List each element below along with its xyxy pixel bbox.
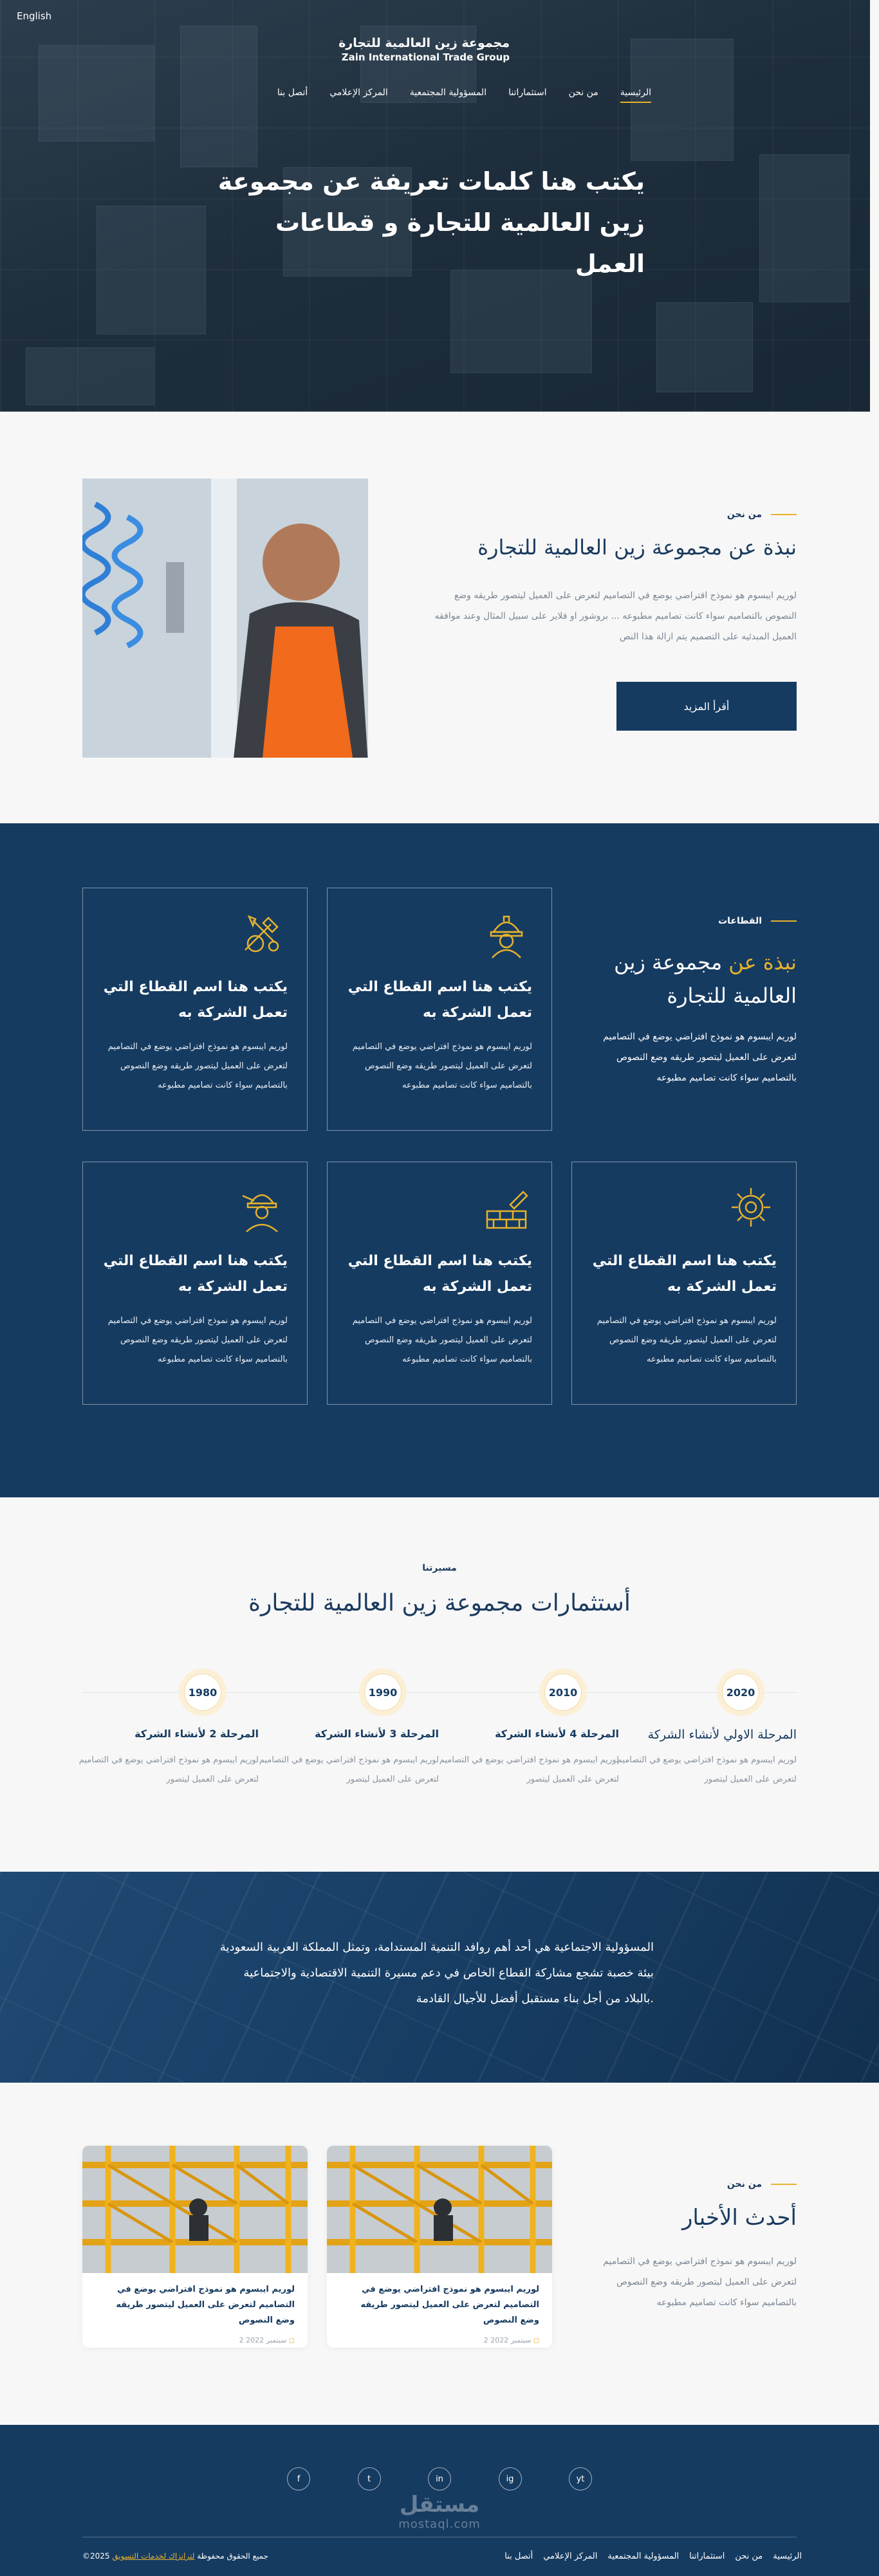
timeline-item-text: لوريم ايبسوم هو نموذج افتراضي يوضع في التصاميم لتعرض على العميل ليتصور [259,1755,439,1784]
about-title: نبذة عن مجموعة زين العالمية للتجارة [477,535,797,560]
copyright [82,2552,268,2561]
sectors-section [0,823,879,1497]
sector-card-text: لوريم ايبسوم هو نموذج افتراضي يوضع في التصاميم لتعرض على العميل ليتصور طريقه وضع النصوص بالتصاميم سواء كانت تصاميم مطبوعه [352,1042,532,1090]
nav-item-media[interactable]: المركز الإعلامي [329,87,388,98]
footer-nav-media[interactable]: المركز الإعلامي [543,2552,598,2561]
sector-card-title: يكتب هنا اسم القطاع التي تعمل الشركة به [103,1253,288,1295]
sector-card-text: لوريم ايبسوم هو نموذج افتراضي يوضع في التصاميم لتعرض على العميل ليتصور طريقه وضع النصوص بالتصاميم سواء كانت تصاميم مطبوعه [597,1316,777,1364]
news-card-title: لوريم ايبسوم هو نموذج افتراضي يوضع في التصاميم لتعرض على العميل ليتصور طريقه وضع النصوص [360,2285,539,2325]
sectors-intro: لوريم ايبسوم هو نموذج افتراضي يوضع في التصاميم لتعرض على العميل ليتصور طريقه وضع النصوص بالتصاميم سواء كانت تصاميم مطبوعه [603,1032,797,1083]
timeline-item-text: لوريم ايبسوم هو نموذج افتراضي يوضع في التصاميم لتعرض على العميل ليتصور [79,1755,259,1784]
footer-nav-home[interactable]: الرئيسية [773,2552,802,2561]
hero-section [0,0,870,412]
footer-nav-about[interactable]: من نحن [735,2552,763,2561]
sectors-eyebrow-label: القطاعات [718,916,762,926]
timeline-eyebrow: مسيرتنا [422,1563,457,1573]
timeline-section [0,1497,879,1872]
news-intro: لوريم ايبسوم هو نموذج افتراضي يوضع في التصاميم لتعرض على العميل ليتصور طريقه وضع النصوص بالتصاميم سواء كانت تصاميم مطبوعه [603,2256,797,2308]
twitter-icon[interactable]: t [358,2467,381,2490]
about-eyebrow [727,509,797,520]
timeline-year: 1990 [359,1668,407,1716]
footer [0,2425,879,2576]
sector-card-title: يكتب هنا اسم القطاع التي تعمل الشركة به [347,979,532,1021]
copyright-brand-link[interactable]: لترانزاك لخدمات التسويق [112,2552,195,2561]
sector-card[interactable] [571,1162,797,1405]
calendar-icon: ◻ [288,2336,295,2344]
about-eyebrow-label: من نحن [726,509,762,520]
news-card-date-text: 2 سبتمبر 2022 [239,2336,287,2344]
news-eyebrow-label: من نحن [726,2179,762,2189]
footer-nav-contact[interactable]: أتصل بنا [504,2552,533,2561]
watermark-en: mostaql.com [398,2517,481,2531]
worker-icon [347,908,532,959]
watermark-ar: مستقل [399,2492,480,2517]
instagram-icon[interactable]: ig [499,2467,522,2490]
csr-banner [0,1872,879,2083]
copyright-year: 2025© [82,2552,110,2561]
news-card-date [82,2328,308,2344]
nav-item-about[interactable]: من نحن [568,87,598,98]
timeline-item-text: لوريم ايبسوم هو نموذج افتراضي يوضع في التصاميم لتعرض على العميل ليتصور [616,1755,797,1784]
sector-card[interactable] [327,888,552,1131]
hero-title: يكتب هنا كلمات تعريفة عن مجموعة زين العالمية للتجارة و قطاعات العمل [217,167,645,278]
sector-card-text: لوريم ايبسوم هو نموذج افتراضي يوضع في التصاميم لتعرض على العميل ليتصور طريقه وضع النصوص بالتصاميم سواء كانت تصاميم مطبوعه [107,1316,288,1364]
engineer-icon [102,1182,288,1233]
timeline-item-title: المرحلة 4 لأنشاء الشركة [495,1728,619,1740]
sector-card-title: يكتب هنا اسم القطاع التي تعمل الشركة به [103,979,288,1021]
sector-card-text: لوريم ايبسوم هو نموذج افتراضي يوضع في التصاميم لتعرض على العميل ليتصور طريقه وضع النصوص بالتصاميم سواء كانت تصاميم مطبوعه [352,1316,532,1364]
nav-item-csr[interactable]: المسؤولية المجتمعية [409,87,487,98]
about-body: لوريم ايبسوم هو نموذج افتراضي يوضع في التصاميم لتعرض على العميل ليتصور طريقه وضع النصوص بالتصاميم سواء كانت تصاميم مطبوعه ... بروشور او فلاير على سبيل المثال وعند موافقه العميل المبدئيه على التصميم يتم ازالة هذا النص [434,590,797,642]
footer-nav-investments[interactable]: استثماراتنا [689,2552,725,2561]
sectors-eyebrow [718,916,797,926]
timeline-year: 1980 [179,1668,227,1716]
news-card[interactable] [327,2146,552,2348]
sectors-title [584,945,797,1012]
nav-item-investments[interactable]: استثماراتنا [508,87,547,98]
nav-item-home[interactable]: الرئيسية [620,87,651,103]
news-section [0,2083,879,2425]
timeline-item-text: لوريم ايبسوم هو نموذج افتراضي يوضع في التصاميم لتعرض على العميل ليتصور [439,1755,619,1784]
news-card[interactable] [82,2146,308,2348]
news-title: أحدث الأخبار [681,2205,797,2231]
news-card-image [327,2146,552,2273]
timeline-title: أستثمارات مجموعة زين العالمية للتجارة [248,1590,631,1616]
main-nav [277,87,651,103]
brand-name-en: Zain International Trade Group [341,51,510,63]
social-links [287,2467,592,2490]
sector-card-title: يكتب هنا اسم القطاع التي تعمل الشركة به [347,1253,532,1295]
sector-card-text: لوريم ايبسوم هو نموذج افتراضي يوضع في التصاميم لتعرض على العميل ليتصور طريقه وضع النصوص بالتصاميم سواء كانت تصاميم مطبوعه [107,1042,288,1090]
news-card-date-text: 2 سبتمبر 2022 [483,2336,532,2344]
watermark [0,2492,879,2531]
timeline-item-title: المرحلة 3 لأنشاء الشركة [315,1728,439,1740]
bricks-icon [347,1182,532,1233]
about-image-worker [82,479,368,758]
read-more-button[interactable]: أقرأ المزيد [616,682,797,731]
timeline-item-title: المرحلة الاولي لأنشاء الشركة [647,1728,797,1742]
sectors-title-rest: مجموعة زين العالمية للتجارة [614,950,797,1008]
footer-nav [504,2552,802,2561]
facebook-icon[interactable]: f [287,2467,310,2490]
footer-nav-csr[interactable]: المسؤولية المجتمعية [607,2552,680,2561]
brand-name-ar: مجموعة زين العالمية للتجارة [338,36,510,50]
csr-text: المسؤولية الاجتماعية هي أحد أهم روافد التنمية المستدامة، وتمثل المملكة العربية السعودية بيئة خصبة تشجع مشاركة القطاع الخاص في دعم مسيرة التنمية الاقتصادية والاجتماعية بالبلاد من أجل بناء مستقبل أفضل للأجيال القادمة. [219,1941,654,2005]
news-card-title: لوريم ايبسوم هو نموذج افتراضي يوضع في التصاميم لتعرض على العميل ليتصور طريقه وضع النصوص [116,2285,295,2325]
news-eyebrow [727,2179,797,2189]
about-section [0,412,879,823]
sector-card[interactable] [82,1162,308,1405]
timeline-year: 2010 [539,1668,587,1716]
brand-logo[interactable] [338,36,510,63]
youtube-icon[interactable]: yt [569,2467,592,2490]
timeline-year: 2020 [717,1668,764,1716]
linkedin-icon[interactable]: in [428,2467,451,2490]
nav-item-contact[interactable]: أتصل بنا [277,87,308,98]
copyright-prefix: جميع الحقوق محفوظة [197,2552,268,2561]
tools-icon [102,908,288,959]
news-card-image [82,2146,308,2273]
sectors-title-accent: نبذة عن [728,950,797,974]
sector-card-title: يكتب هنا اسم القطاع التي تعمل الشركة به [592,1253,777,1295]
sector-card[interactable] [327,1162,552,1405]
timeline-item-title: المرحلة 2 لأنشاء الشركة [134,1728,259,1740]
news-card-date [327,2328,552,2344]
calendar-icon: ◻ [533,2336,539,2344]
language-switch-link[interactable]: English [17,10,52,22]
sector-card[interactable] [82,888,308,1131]
gear-icon [591,1182,777,1233]
